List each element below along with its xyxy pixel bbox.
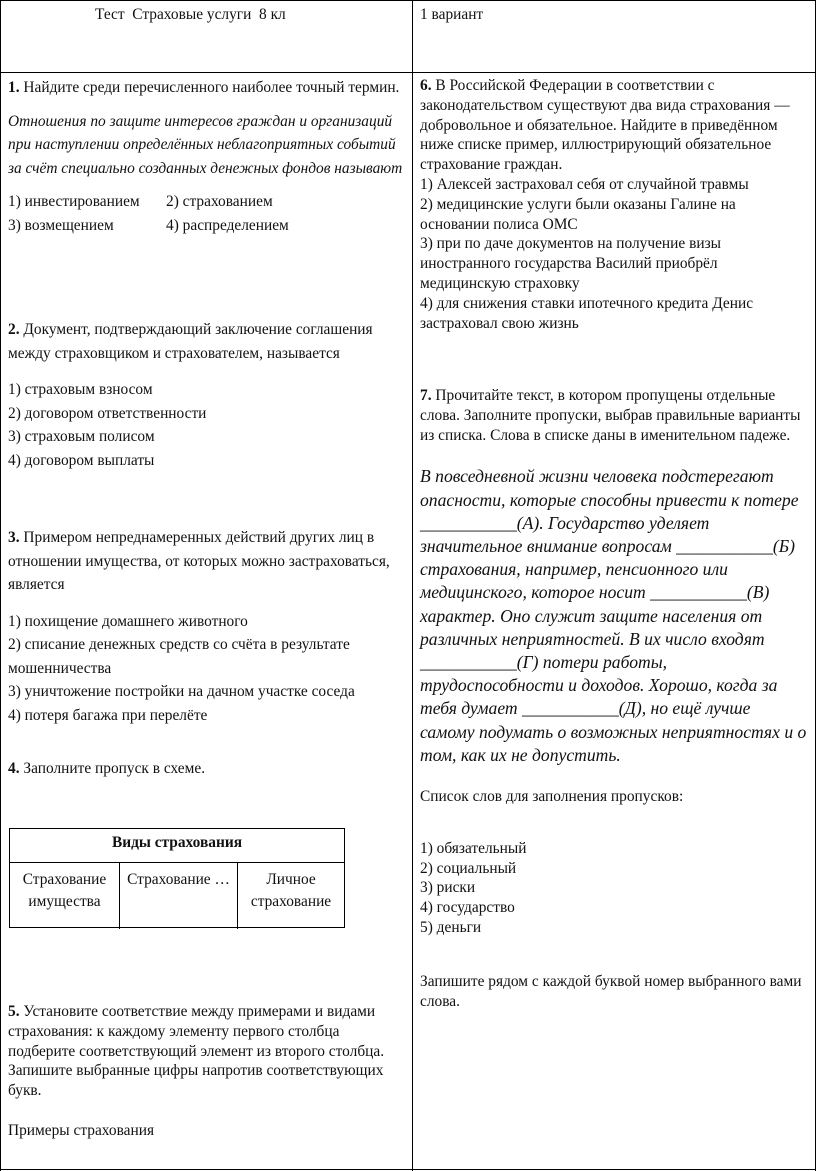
- question-1-option: 2) страхованием: [166, 193, 273, 210]
- question-5-instruction: Запишите выбранные цифры напротив соответствующих букв.: [8, 1062, 384, 1100]
- question-6-option: 1) Алексей застраховал себя от случайной травмы: [420, 175, 749, 193]
- question-6-options: [420, 175, 808, 333]
- question-4-prompt: [8, 757, 408, 781]
- test-title: Тест Страховые услуги 8 кл: [95, 6, 286, 23]
- question-4: [8, 757, 408, 781]
- question-1: [8, 76, 408, 237]
- table-header-divider: [0, 72, 816, 73]
- question-6: [420, 76, 808, 333]
- question-7-words-label: Список слов для заполнения пропусков:: [420, 788, 684, 806]
- question-2-options: [8, 378, 408, 472]
- question-5-prompt: [8, 1002, 408, 1061]
- schema-cell-personal: Личное страхование: [237, 863, 344, 929]
- question-1-options: [8, 190, 408, 237]
- question-1-definition: Отношения по защите интересов граждан и организаций при наступлении определённых неблагоприятных событий за счёт специально созданных денежных фондов называют: [8, 112, 403, 177]
- table-border-top: [0, 0, 816, 1]
- question-2-option: 4) договором выплаты: [8, 451, 155, 469]
- question-7-text: Прочитайте текст, в котором пропущены отдельные слова. Заполните пропуски, выбрав правильные варианты из списка. Слова в списке даны в именительном падеже.: [420, 387, 801, 444]
- question-6-option: 3) при по даче документов на получение визы иностранного государства Василий приобрёл медицинскую страховку: [420, 235, 722, 292]
- question-7-word: 5) деньги: [420, 919, 482, 937]
- question-2-text: Документ, подтверждающий заключение соглашения между страховщиком и страхователем, называется: [8, 321, 373, 362]
- question-1-number: 1.: [8, 79, 20, 96]
- question-7-word: 3) риски: [420, 879, 476, 897]
- question-3-option: 4) потеря багажа при перелёте: [8, 706, 208, 724]
- question-7-word: 2) социальный: [420, 859, 517, 877]
- question-1-prompt: [8, 76, 408, 100]
- question-6-option: 2) медицинские услуги были оказаны Галине на основании полиса ОМС: [420, 195, 736, 233]
- question-5-text: Установите соответствие между примерами и видами страхования: к каждому элементу первого столбца подберите соответствующий элемент из второго столбца.: [8, 1003, 385, 1060]
- question-5-number: 5.: [8, 1003, 20, 1020]
- question-1-options-row-2: [8, 214, 408, 238]
- question-7-passage: В повседневной жизни человека подстерегают опасности, которые способны привести к потере ___________(А). Государство уделяет значительное внимание вопросам ___________(Б) страхования, например, пенсионного или медицинского, которое носит ___________(В) характер. Оно служит защите населения от различных неприятностей. В их число входят ___________(Г) потери работы, трудоспособности и доходов. Хорошо, когда за тебя думает ___________(Д), но ещё лучше самому подумать о возможных неприятностях и о том, как их не допустить.: [420, 466, 807, 765]
- question-7-word-list: [420, 839, 808, 938]
- question-3: [8, 526, 408, 727]
- question-7-prompt: [420, 386, 808, 445]
- question-1-options-row-1: [8, 190, 408, 214]
- question-3-number: 3.: [8, 529, 20, 546]
- question-6-number: 6.: [420, 77, 432, 94]
- question-7: [420, 386, 808, 1011]
- question-5: [8, 1002, 408, 1141]
- question-6-text: В Российской Федерации в соответствии с законодательством существуют два вида страхования — добровольное и обязательное. Найдите в приведённом ниже списке пример, иллюстрирующий обязательное страхование граждан.: [420, 77, 790, 174]
- schema-cell-property: Страхование имущества: [22, 871, 107, 910]
- question-1-option: 3) возмещением: [8, 216, 114, 234]
- question-4-text: Заполните пропуск в схеме.: [19, 760, 206, 777]
- question-3-option: 2) списание денежных средств со счёта в результате мошенничества: [8, 636, 350, 677]
- question-3-option: 1) похищение домашнего животного: [8, 612, 248, 630]
- question-3-prompt: [8, 526, 408, 597]
- table-column-divider: [412, 0, 413, 1171]
- question-3-option: 3) уничтожение постройки на дачном участке соседа: [8, 683, 355, 700]
- question-7-word: 4) государство: [420, 899, 515, 917]
- question-6-prompt: [420, 76, 808, 175]
- schema-row: [10, 863, 344, 929]
- question-1-text: Найдите среди перечисленного наиболее точный термин.: [19, 79, 400, 96]
- question-3-text: Примером непреднамеренных действий других лиц в отношении имущества, от которых можно застраховаться, является: [8, 529, 390, 593]
- schema-cell-blank: Страхование …: [119, 863, 237, 929]
- question-3-options: [8, 610, 408, 728]
- schema-title: Виды страхования: [10, 829, 344, 863]
- variant-label: 1 вариант: [420, 6, 484, 23]
- question-4-number: 4.: [8, 760, 20, 777]
- question-2: [8, 318, 408, 472]
- question-1-option: 1) инвестированием: [8, 193, 140, 210]
- question-2-option: 1) страховым взносом: [8, 381, 153, 398]
- question-6-option: 4) для снижения ставки ипотечного кредита Денис застраховал свою жизнь: [420, 294, 754, 332]
- question-7-number: 7.: [420, 387, 432, 404]
- question-2-option: 3) страховым полисом: [8, 428, 155, 445]
- insurance-types-schema: [9, 828, 345, 928]
- question-2-number: 2.: [8, 321, 20, 338]
- question-2-prompt: [8, 318, 408, 365]
- question-1-option: 4) распределением: [166, 216, 289, 234]
- question-5-examples-label: Примеры страхования: [8, 1121, 155, 1139]
- question-2-option: 2) договором ответственности: [8, 404, 207, 422]
- question-7-final-instruction: Запишите рядом с каждой буквой номер выбранного вами слова.: [420, 972, 802, 1010]
- table-border-bottom: [0, 1169, 816, 1170]
- table-border-left: [0, 0, 1, 1171]
- question-7-word: 1) обязательный: [420, 839, 527, 857]
